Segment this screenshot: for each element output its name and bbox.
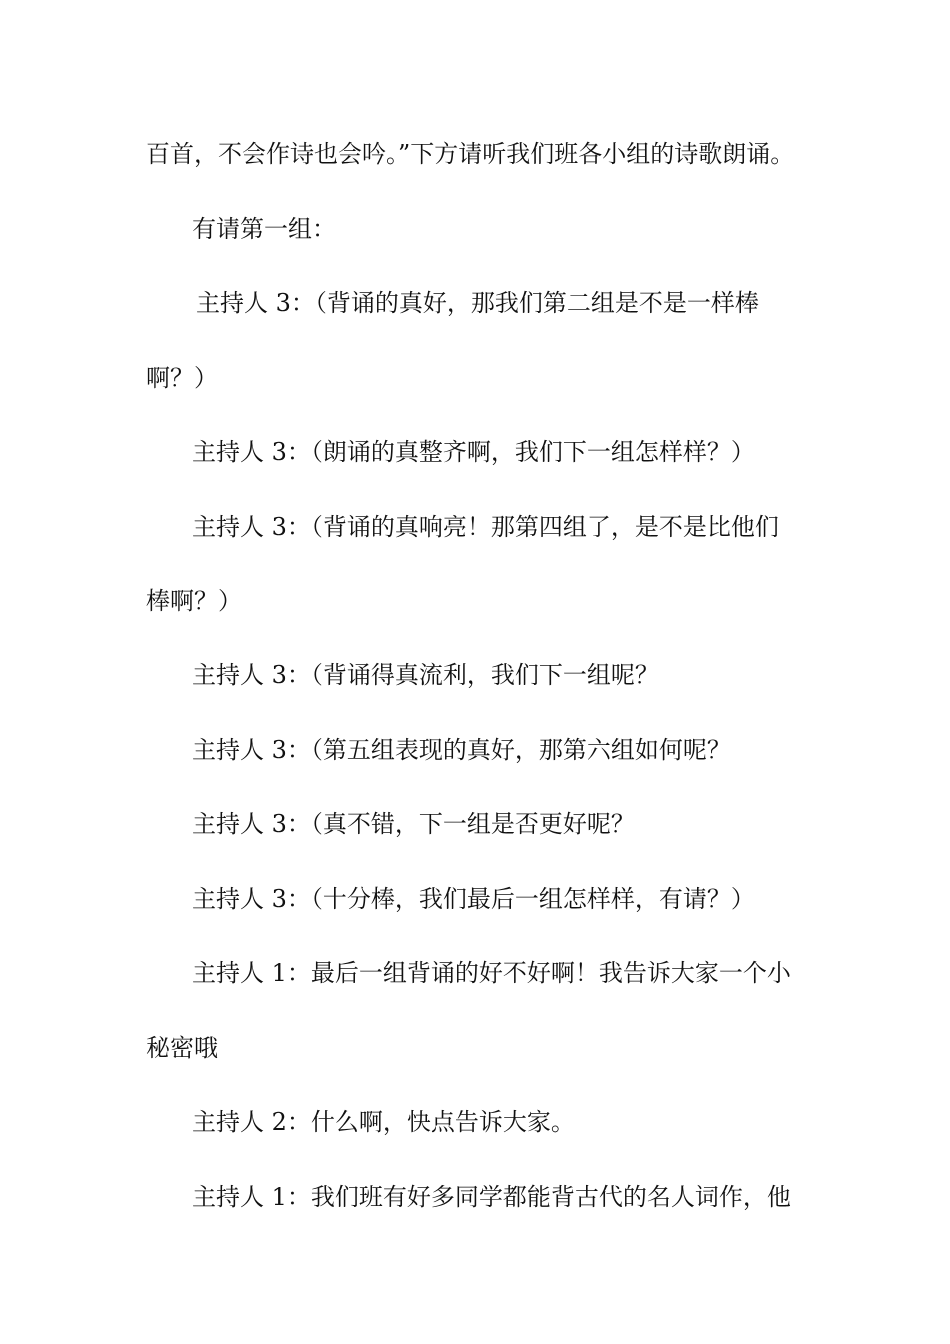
text-line-12: 主持人 1：最后一组背诵的好不好啊！我告诉大家一个小 bbox=[192, 959, 791, 987]
text-line-1: 百首，不会作诗也会吟。”下方请听我们班各小组的诗歌朗诵。 bbox=[146, 140, 795, 168]
text-line-11: 主持人 3：（十分棒，我们最后一组怎样样，有请？） bbox=[192, 885, 755, 913]
text-line-9: 主持人 3：（第五组表现的真好，那第六组如何呢？ bbox=[192, 736, 731, 764]
text-line-15: 主持人 1：我们班有好多同学都能背古代的名人词作，他 bbox=[192, 1183, 791, 1211]
text-line-2: 有请第一组： bbox=[192, 215, 336, 243]
text-line-6: 主持人 3：（背诵的真响亮！那第四组了，是不是比他们 bbox=[192, 513, 779, 541]
text-line-8: 主持人 3：（背诵得真流利，我们下一组呢？ bbox=[192, 661, 659, 689]
text-line-10: 主持人 3：（真不错，下一组是否更好呢？ bbox=[192, 810, 635, 838]
text-line-4: 啊？） bbox=[146, 364, 218, 392]
text-line-7: 棒啊？） bbox=[146, 587, 242, 615]
text-line-13: 秘密哦 bbox=[146, 1034, 218, 1062]
text-line-3: 主持人 3：（背诵的真好，那我们第二组是不是一样棒 bbox=[196, 289, 759, 317]
text-line-5: 主持人 3：（朗诵的真整齐啊，我们下一组怎样样？） bbox=[192, 438, 755, 466]
text-line-14: 主持人 2：什么啊，快点告诉大家。 bbox=[192, 1108, 575, 1136]
